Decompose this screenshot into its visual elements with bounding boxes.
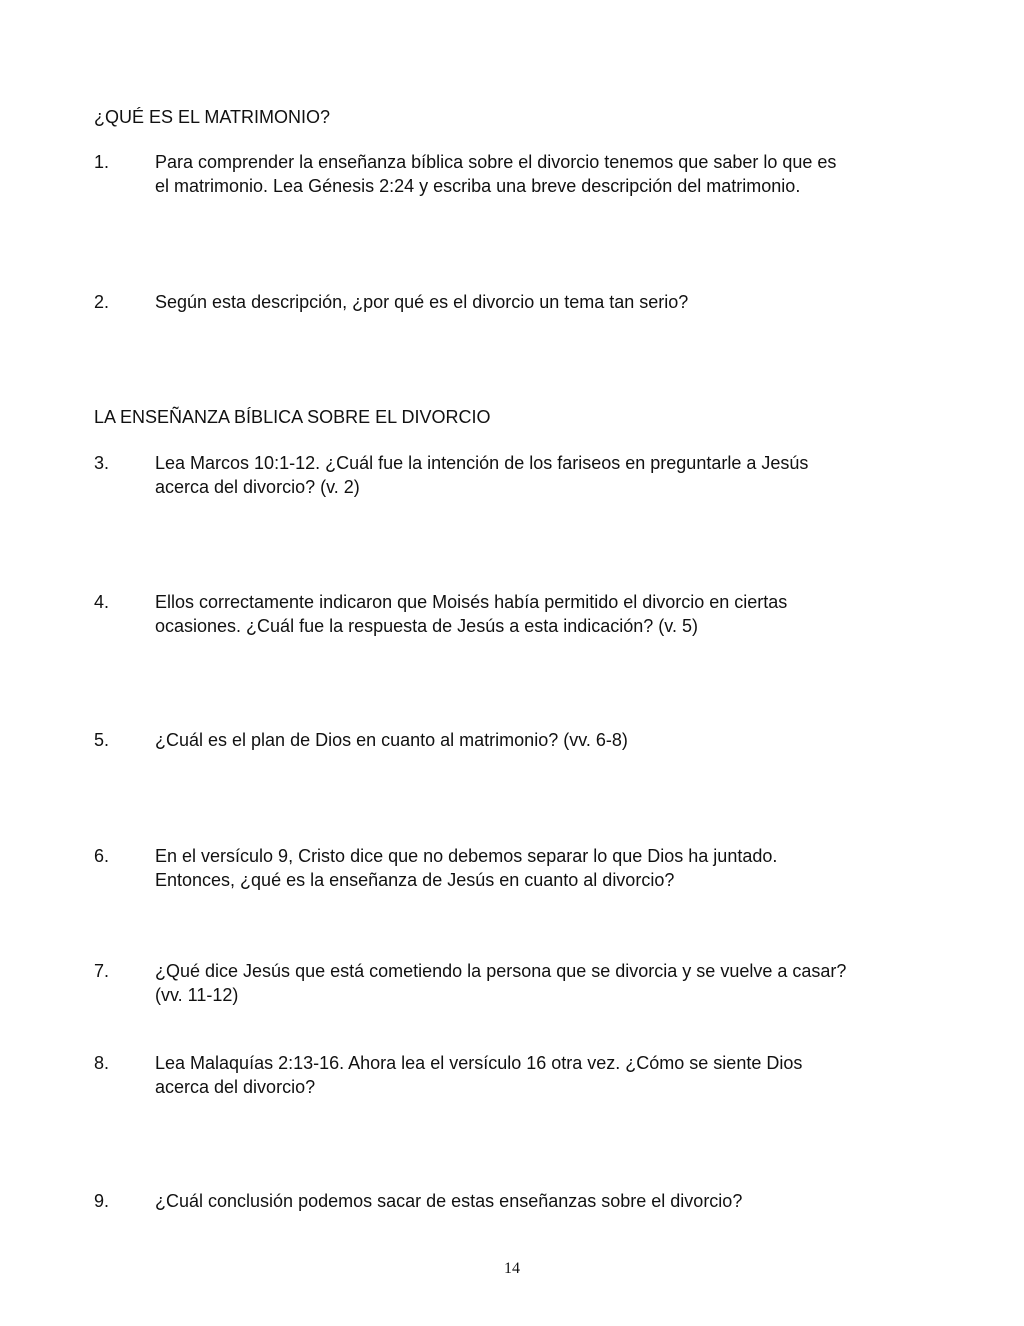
- question-text: ¿Qué dice Jesús que está cometiendo la persona que se divorcia y se vuelve a casar? (vv. 11-12): [155, 961, 847, 1005]
- section-heading-divorcio: LA ENSEÑANZA BÍBLICA SOBRE EL DIVORCIO: [94, 407, 491, 427]
- question-text: ¿Cuál conclusión podemos sacar de estas enseñanzas sobre el divorcio?: [155, 1191, 743, 1211]
- question-number: 2.: [94, 292, 110, 312]
- question-text: Lea Marcos 10:1-12. ¿Cuál fue la intención de los fariseos en preguntarle a Jesús acerca del divorcio? (v. 2): [155, 453, 809, 497]
- question-number: 5.: [94, 730, 110, 750]
- question-text: En el versículo 9, Cristo dice que no debemos separar lo que Dios ha juntado. Entonces, ¿qué es la enseñanza de Jesús en cuanto al divorcio?: [155, 846, 778, 890]
- section-heading-matrimonio: ¿QUÉ ES EL MATRIMONIO?: [94, 107, 331, 127]
- page-number: 14: [504, 1260, 520, 1277]
- question-text: Según esta descripción, ¿por qué es el divorcio un tema tan serio?: [155, 292, 689, 312]
- question-text: Ellos correctamente indicaron que Moisés había permitido el divorcio en ciertas ocasiones. ¿Cuál fue la respuesta de Jesús a esta indicación? (v. 5): [155, 592, 788, 636]
- question-number: 3.: [94, 453, 110, 473]
- question-number: 4.: [94, 592, 110, 612]
- question-number: 7.: [94, 961, 110, 981]
- question-number: 1.: [94, 152, 110, 172]
- question-text: ¿Cuál es el plan de Dios en cuanto al matrimonio? (vv. 6-8): [155, 730, 628, 750]
- question-number: 6.: [94, 846, 110, 866]
- question-text: Para comprender la enseñanza bíblica sobre el divorcio tenemos que saber lo que es el matrimonio. Lea Génesis 2:24 y escriba una breve descripción del matrimonio.: [155, 152, 837, 196]
- question-text: Lea Malaquías 2:13-16. Ahora lea el versículo 16 otra vez. ¿Cómo se siente Dios acerca del divorcio?: [155, 1053, 803, 1097]
- question-number: 9.: [94, 1191, 110, 1211]
- question-number: 8.: [94, 1053, 110, 1073]
